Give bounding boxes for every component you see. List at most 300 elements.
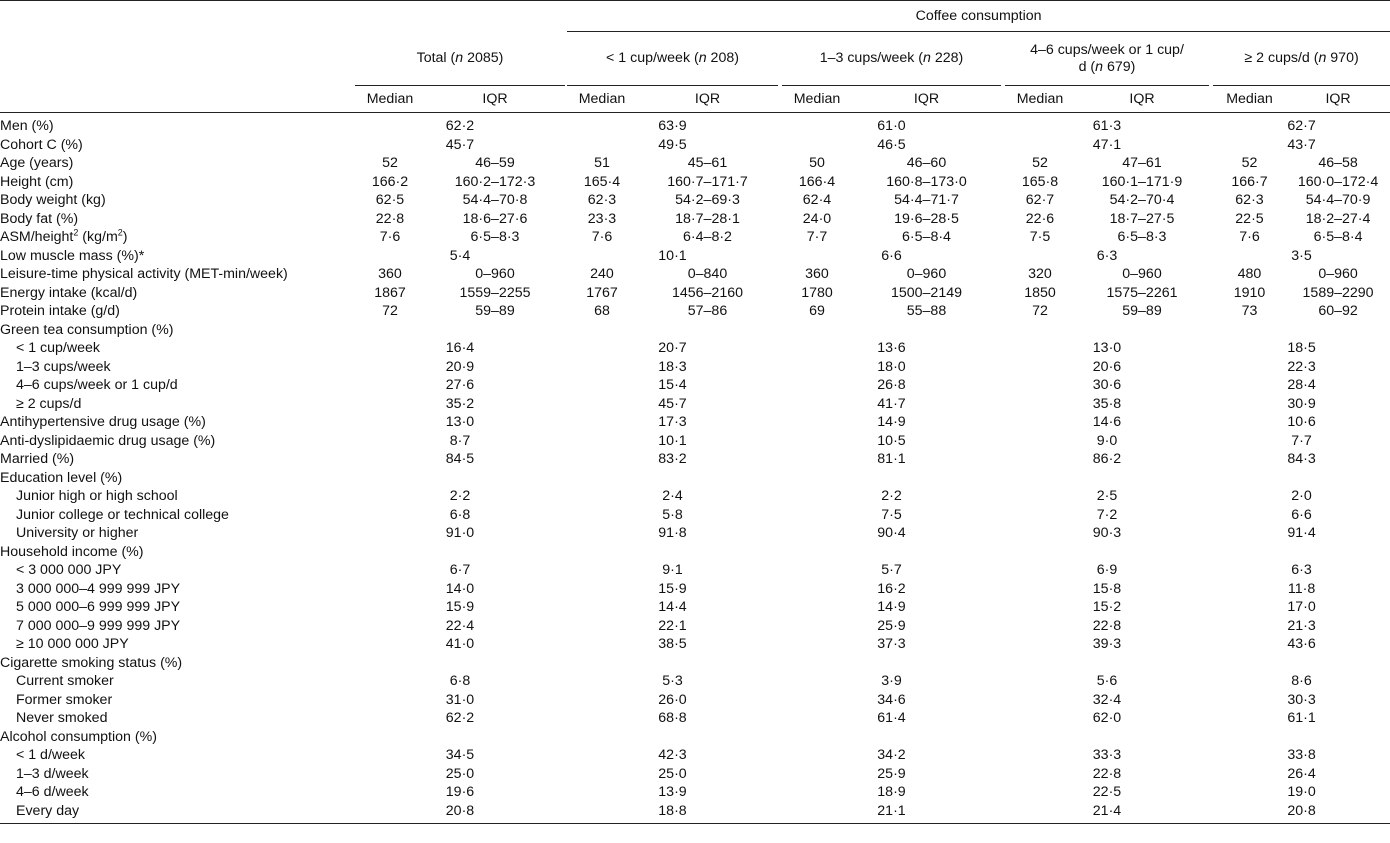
table-row <box>0 432 1390 451</box>
percent-cell: 68·8 <box>658 710 687 726</box>
percent-cell: 16·4 <box>445 340 475 356</box>
group-count: 208) <box>706 50 739 66</box>
iqr-cell: 0–960 <box>1122 266 1162 282</box>
table-header <box>0 1 1390 113</box>
iqr-cell: 6·5–8·3 <box>470 229 520 245</box>
median-cell: 24·0 <box>802 210 832 227</box>
row-label: Age (years) <box>0 155 74 171</box>
percent-cell: 18·3 <box>658 358 687 375</box>
percent-cell: 62·2 <box>445 118 475 134</box>
percent-cell: 16·2 <box>877 580 906 597</box>
percent-cell: 62·2 <box>445 710 475 726</box>
percent-cell: 5·8 <box>662 506 683 523</box>
percent-cell: 14·4 <box>658 599 687 615</box>
table-row <box>0 358 1390 377</box>
percent-cell: 6·3 <box>1096 247 1118 264</box>
median-cell: 480 <box>1237 266 1262 282</box>
percent-cell: 17·3 <box>658 414 687 430</box>
percent-cell: 21·1 <box>782 802 1001 824</box>
iqr-cell: 0–960 <box>475 266 515 282</box>
iqr-cell: 54·2–70·4 <box>1109 192 1175 208</box>
percent-cell: 2·4 <box>662 488 683 504</box>
iqr-cell: 54·4–70·9 <box>1305 192 1371 208</box>
percent-cell: 6·7 <box>449 562 471 578</box>
percent-cell: 8·7 <box>449 432 471 449</box>
percent-cell: 6·8 <box>449 673 471 689</box>
percent-cell: 61·1 <box>1287 710 1316 726</box>
table-row <box>0 487 1390 506</box>
percent-cell: 86·2 <box>1092 451 1122 467</box>
iqr-cell: 1559–2255 <box>459 284 531 301</box>
percent-cell: 49·5 <box>658 136 687 153</box>
row-label: 1–3 cups/week <box>16 358 111 375</box>
percent-cell: 8·6 <box>1291 673 1312 689</box>
percent-cell: 5·6 <box>1096 673 1118 689</box>
percent-cell: 91·8 <box>658 525 687 541</box>
row-label: 4–6 d/week <box>16 784 89 800</box>
percent-cell: 91·0 <box>445 525 475 541</box>
percent-cell: 13·6 <box>877 340 906 356</box>
median-cell: 62·7 <box>1025 192 1055 208</box>
iqr-cell: 6·5–8·3 <box>1117 229 1167 245</box>
median-cell: 52 <box>382 155 398 171</box>
coffee-consumption-header: Coffee consumption <box>567 1 1390 32</box>
median-cell: 166·7 <box>1231 173 1268 190</box>
percent-cell: 61·4 <box>877 710 906 726</box>
iqr-cell: 45–61 <box>687 155 728 171</box>
iqr-cell: 6·5–8·4 <box>902 229 951 245</box>
row-label: Men (%) <box>0 118 54 134</box>
median-cell: 165·4 <box>583 173 621 190</box>
row-label: < 1 cup/week <box>16 340 100 356</box>
percent-cell: 62·7 <box>1287 118 1316 134</box>
percent-cell: 13·9 <box>658 784 687 800</box>
iqr-cell: 46–60 <box>906 155 947 171</box>
median-header: Median <box>355 86 425 113</box>
percent-cell: 35·8 <box>1092 395 1122 412</box>
row-label: ≥ 10 000 000 JPY <box>16 636 129 652</box>
table-row <box>0 136 1390 155</box>
table-row <box>0 691 1390 710</box>
table-row <box>0 543 1390 562</box>
iqr-cell: 55–88 <box>906 303 947 319</box>
iqr-cell: 6·4–8·2 <box>683 229 732 245</box>
row-label: Education level (%) <box>0 469 123 486</box>
median-cell: 62·4 <box>802 192 832 208</box>
percent-cell: 14·0 <box>445 580 475 597</box>
iqr-header: IQR <box>637 86 778 113</box>
group-count: 679) <box>1103 58 1136 75</box>
median-header: Median <box>1213 86 1286 113</box>
percent-cell: 30·9 <box>1287 395 1316 412</box>
iqr-cell: 1575–2261 <box>1106 284 1178 301</box>
table-row <box>0 376 1390 395</box>
group-header-4-6-cups-week <box>1005 32 1209 86</box>
percent-cell: 13·0 <box>445 414 475 430</box>
row-label: Body weight (kg) <box>0 192 106 208</box>
percent-cell: 2·2 <box>881 488 902 504</box>
median-cell: 360 <box>378 266 402 282</box>
row-label: Junior high or high school <box>16 488 178 504</box>
table-row <box>0 728 1390 747</box>
percent-cell: 3·9 <box>881 673 902 689</box>
table-row <box>0 191 1390 210</box>
median-header: Median <box>567 86 637 113</box>
table-row <box>0 395 1390 414</box>
percent-cell: 18·0 <box>877 358 906 375</box>
percent-cell: 6·8 <box>449 506 471 523</box>
table-row <box>0 783 1390 802</box>
iqr-cell: 47–61 <box>1122 155 1162 171</box>
row-label: 5 000 000–6 999 999 JPY <box>16 599 181 615</box>
table-row <box>0 617 1390 636</box>
iqr-cell: 1500–2149 <box>890 284 962 301</box>
median-cell: 165·8 <box>1021 173 1059 190</box>
row-label: ASM/height$^2$ $(kg/m^2)$ <box>0 227 128 245</box>
percent-cell: 27·6 <box>445 377 475 393</box>
group-label: ≥ 2 cups/d ( <box>1244 50 1319 66</box>
iqr-cell: 0–840 <box>687 266 728 282</box>
percent-cell: 31·0 <box>445 691 475 708</box>
row-label: Household income (%) <box>0 543 144 560</box>
percent-cell: 2·0 <box>1291 488 1312 504</box>
median-cell: 73 <box>1241 303 1258 319</box>
group-count: 228) <box>930 50 964 66</box>
row-label: < 3 000 000 JPY <box>16 562 122 578</box>
median-cell: 360 <box>805 266 829 282</box>
row-label: Energy intake (kcal/d) <box>0 284 138 301</box>
row-label: 4–6 cups/week or 1 cup/d <box>16 377 178 393</box>
median-cell: 62·5 <box>375 192 405 208</box>
iqr-header: IQR <box>1075 86 1209 113</box>
group-header-lt1-cup-week <box>567 32 778 86</box>
table-row <box>0 802 1390 824</box>
table-row <box>0 265 1390 284</box>
label-header-cell <box>0 32 355 86</box>
percent-cell: 7·5 <box>881 506 902 523</box>
median-cell: 50 <box>809 155 825 171</box>
percent-cell: 28·4 <box>1287 377 1316 393</box>
percent-cell: 9·1 <box>662 562 683 578</box>
n-symbol: n <box>455 49 464 66</box>
percent-cell: 46·5 <box>877 136 906 153</box>
percent-cell: 37·3 <box>877 636 906 652</box>
percent-cell: 14·9 <box>877 599 906 615</box>
row-label: University or higher <box>16 525 139 541</box>
row-label: Protein intake (g/d) <box>0 303 120 319</box>
median-cell: 166·4 <box>798 173 836 190</box>
median-cell: 52 <box>1241 155 1258 171</box>
row-label: 1–3 d/week <box>16 765 89 782</box>
row-label: Alcohol consumption (%) <box>0 728 157 745</box>
row-label: < 1 d/week <box>16 747 86 763</box>
iqr-header: IQR <box>1286 86 1390 113</box>
median-cell: 22·6 <box>1025 210 1055 227</box>
iqr-cell: 54·4–70·8 <box>462 192 528 208</box>
percent-cell: 38·5 <box>658 636 687 652</box>
median-cell: 72 <box>1032 303 1048 319</box>
table-row <box>0 154 1390 173</box>
iqr-cell: 18·7–28·1 <box>675 210 740 227</box>
percent-cell: 34·6 <box>877 691 906 708</box>
iqr-cell: 18·6–27·6 <box>462 210 528 227</box>
percent-cell: 18·5 <box>1287 340 1316 356</box>
percent-cell: 17·0 <box>1287 599 1316 615</box>
median-cell: 62·3 <box>587 192 617 208</box>
row-label: Antihypertensive drug usage (%) <box>0 414 206 430</box>
table-row <box>0 561 1390 580</box>
table-row <box>0 506 1390 525</box>
table-row <box>0 654 1390 673</box>
median-cell: 166·2 <box>371 173 409 190</box>
percent-cell: 25·9 <box>877 765 906 782</box>
group-count: 970) <box>1326 50 1359 66</box>
percent-cell: 15·9 <box>658 580 687 597</box>
percent-cell: 10·6 <box>1287 414 1316 430</box>
row-label: Height (cm) <box>0 173 74 190</box>
percent-cell: 22·8 <box>1092 617 1122 634</box>
iqr-cell: 18·2–27·4 <box>1305 210 1371 227</box>
iqr-cell: 54·4–71·7 <box>894 192 959 208</box>
group-label-line2: d ( <box>1078 58 1096 75</box>
iqr-cell: 59–89 <box>475 303 515 319</box>
percent-cell: 84·3 <box>1287 451 1316 467</box>
row-label: Junior college or technical college <box>16 506 229 523</box>
percent-cell: 22·5 <box>1092 784 1122 800</box>
row-label: Former smoker <box>16 691 113 708</box>
median-cell: 240 <box>590 266 614 282</box>
percent-cell: 11·8 <box>1287 580 1316 597</box>
table-row <box>0 321 1390 340</box>
percent-cell: 25·0 <box>658 765 687 782</box>
percent-cell: 22·3 <box>1287 358 1316 375</box>
percent-cell: 26·0 <box>658 691 687 708</box>
percent-cell: 42·3 <box>658 747 687 763</box>
percent-cell: 91·4 <box>1287 525 1316 541</box>
percent-cell: 83·2 <box>658 451 687 467</box>
percent-cell: 6·6 <box>881 247 902 264</box>
percent-cell: 5·3 <box>662 673 683 689</box>
group-label: < 1 cup/week ( <box>606 50 699 66</box>
percent-cell: 63·9 <box>658 118 687 134</box>
table-row <box>0 580 1390 599</box>
percent-cell: 84·5 <box>445 451 475 467</box>
table-row <box>0 113 1390 136</box>
percent-cell: 19·0 <box>1287 784 1316 800</box>
percent-cell: 15·4 <box>658 377 687 393</box>
table-row <box>0 524 1390 543</box>
percent-cell: 61·0 <box>877 118 906 134</box>
table-row <box>0 247 1390 266</box>
table-row <box>0 598 1390 617</box>
percent-cell: 15·2 <box>1092 599 1122 615</box>
table-row <box>0 746 1390 765</box>
iqr-cell: 6·5–8·4 <box>1313 229 1363 245</box>
table-row <box>0 302 1390 321</box>
percent-cell: 34·5 <box>445 747 475 763</box>
percent-cell: 90·3 <box>1092 525 1122 541</box>
percent-cell: 7·7 <box>1291 432 1312 449</box>
median-cell: 1767 <box>586 284 618 301</box>
percent-cell: 32·4 <box>1092 691 1122 708</box>
median-cell: 23·3 <box>587 210 617 227</box>
table-row <box>0 469 1390 488</box>
iqr-cell: 160·1–171·9 <box>1101 173 1183 190</box>
row-label: Anti-dyslipidaemic drug usage (%) <box>0 432 216 449</box>
iqr-cell: 57–86 <box>687 303 728 319</box>
group-header-1-3-cups-week <box>782 32 1001 86</box>
percent-cell: 26·4 <box>1287 765 1316 782</box>
iqr-cell: 160·0–172·4 <box>1297 173 1379 190</box>
row-label: Body fat (%) <box>0 210 79 227</box>
row-label: Green tea consumption (%) <box>0 321 174 338</box>
table-row <box>0 635 1390 654</box>
iqr-cell: 0–960 <box>1318 266 1358 282</box>
iqr-cell: 46–58 <box>1318 155 1358 171</box>
median-cell: 7·5 <box>1029 229 1051 245</box>
percent-cell: 13·0 <box>1092 340 1122 356</box>
row-label: Every day <box>0 802 355 824</box>
percent-cell: 47·1 <box>1092 136 1122 153</box>
percent-cell: 20·9 <box>445 358 475 375</box>
table-row <box>0 210 1390 229</box>
percent-cell: 33·8 <box>1287 747 1316 763</box>
percent-cell: 10·1 <box>658 247 687 264</box>
percent-cell: 25·9 <box>877 617 906 634</box>
percent-cell: 45·7 <box>445 136 475 153</box>
group-header-total <box>355 32 565 86</box>
table-row <box>0 765 1390 784</box>
median-cell: 7·7 <box>806 229 828 245</box>
median-cell: 72 <box>382 303 398 319</box>
percent-cell: 30·6 <box>1092 377 1122 393</box>
percent-cell: 81·1 <box>877 451 906 467</box>
percent-cell: 2·5 <box>1096 488 1118 504</box>
row-label: Leisure-time physical activity (MET-min/week) <box>0 266 288 282</box>
group-label: 4–6 cups/week or 1 cup/ <box>1030 41 1184 58</box>
percent-cell: 25·0 <box>445 765 475 782</box>
median-header: Median <box>1005 86 1075 113</box>
iqr-cell: 160·8–173·0 <box>886 173 967 190</box>
iqr-cell: 54·2–69·3 <box>675 192 740 208</box>
iqr-header: IQR <box>425 86 565 113</box>
percent-cell: 22·1 <box>658 617 687 634</box>
percent-cell: 9·0 <box>1096 432 1118 449</box>
row-label: Cigarette smoking status (%) <box>0 654 183 671</box>
median-cell: 1780 <box>801 284 833 301</box>
percent-cell: 6·6 <box>1291 506 1312 523</box>
percent-cell: 10·1 <box>658 432 687 449</box>
percent-cell: 22·8 <box>1092 765 1122 782</box>
table-row <box>0 173 1390 192</box>
percent-cell: 39·3 <box>1092 636 1122 652</box>
median-cell: 1910 <box>1233 284 1266 301</box>
median-cell: 62·3 <box>1235 192 1264 208</box>
percent-cell: 62·0 <box>1092 710 1122 726</box>
median-cell: 7·6 <box>379 229 401 245</box>
row-label: Married (%) <box>0 451 75 467</box>
group-header-ge2-cups-day <box>1213 32 1390 86</box>
percent-cell: 20·7 <box>658 340 687 356</box>
percent-cell: 30·3 <box>1287 691 1316 708</box>
percent-cell: 33·3 <box>1092 747 1122 763</box>
median-cell: 51 <box>594 155 610 171</box>
percent-cell: 7·2 <box>1096 506 1118 523</box>
n-symbol: n <box>1095 58 1104 75</box>
percent-cell: 5·7 <box>881 562 902 578</box>
iqr-cell: 19·6–28·5 <box>894 210 959 227</box>
percent-cell: 43·7 <box>1287 136 1316 153</box>
iqr-cell: 60–92 <box>1318 303 1358 319</box>
median-cell: 22·8 <box>375 210 405 227</box>
group-count: 2085) <box>463 49 504 66</box>
percent-cell: 20·8 <box>355 802 565 824</box>
percent-cell: 45·7 <box>658 395 687 412</box>
percent-cell: 19·6 <box>445 784 475 800</box>
median-cell: 320 <box>1028 266 1052 282</box>
median-cell: 69 <box>809 303 825 319</box>
median-cell: 1867 <box>374 284 406 301</box>
median-cell: 1850 <box>1024 284 1056 301</box>
percent-cell: 41·0 <box>445 636 475 652</box>
percent-cell: 15·8 <box>1092 580 1122 597</box>
n-symbol: n <box>923 50 931 66</box>
table-row <box>0 709 1390 728</box>
table-row <box>0 672 1390 691</box>
percent-cell: 18·9 <box>877 784 906 800</box>
percent-cell: 35·2 <box>445 395 475 412</box>
percent-cell: 3·5 <box>1291 247 1312 264</box>
percent-cell: 20·6 <box>1092 358 1122 375</box>
percent-cell: 14·6 <box>1092 414 1122 430</box>
percent-cell: 18·8 <box>567 802 778 824</box>
table-row <box>0 413 1390 432</box>
median-header: Median <box>782 86 852 113</box>
percent-cell: 43·6 <box>1287 636 1316 652</box>
iqr-header: IQR <box>852 86 1001 113</box>
row-label: Current smoker <box>16 673 114 689</box>
percent-cell: 41·7 <box>877 395 906 412</box>
iqr-cell: 59–89 <box>1122 303 1162 319</box>
row-label: Low muscle mass (%)* <box>0 247 145 264</box>
row-label: ≥ 2 cups/d <box>16 395 82 412</box>
percent-cell: 61·3 <box>1092 118 1122 134</box>
iqr-cell: 160·2–172·3 <box>454 173 536 190</box>
percent-cell: 20·8 <box>1213 802 1390 824</box>
median-cell: 22·5 <box>1235 210 1264 227</box>
iqr-cell: 1589–2290 <box>1302 284 1374 301</box>
percent-cell: 22·4 <box>445 617 475 634</box>
table-row <box>0 228 1390 247</box>
iqr-cell: 46–59 <box>475 155 515 171</box>
row-label: 3 000 000–4 999 999 JPY <box>16 580 181 597</box>
table-row <box>0 284 1390 303</box>
percent-cell: 10·5 <box>877 432 906 449</box>
percent-cell: 5·4 <box>449 247 471 264</box>
percent-cell: 14·9 <box>877 414 906 430</box>
n-symbol: n <box>698 50 707 66</box>
iqr-cell: 18·7–27·5 <box>1109 210 1175 227</box>
median-cell: 52 <box>1032 155 1048 171</box>
median-cell: 7·6 <box>1239 229 1260 245</box>
percent-cell: 6·3 <box>1291 562 1312 578</box>
percent-cell: 15·9 <box>445 599 475 615</box>
median-cell: 7·6 <box>591 229 613 245</box>
n-symbol: n <box>1318 50 1327 66</box>
table-row <box>0 450 1390 469</box>
table-row <box>0 339 1390 358</box>
iqr-cell: 0–960 <box>906 266 947 282</box>
